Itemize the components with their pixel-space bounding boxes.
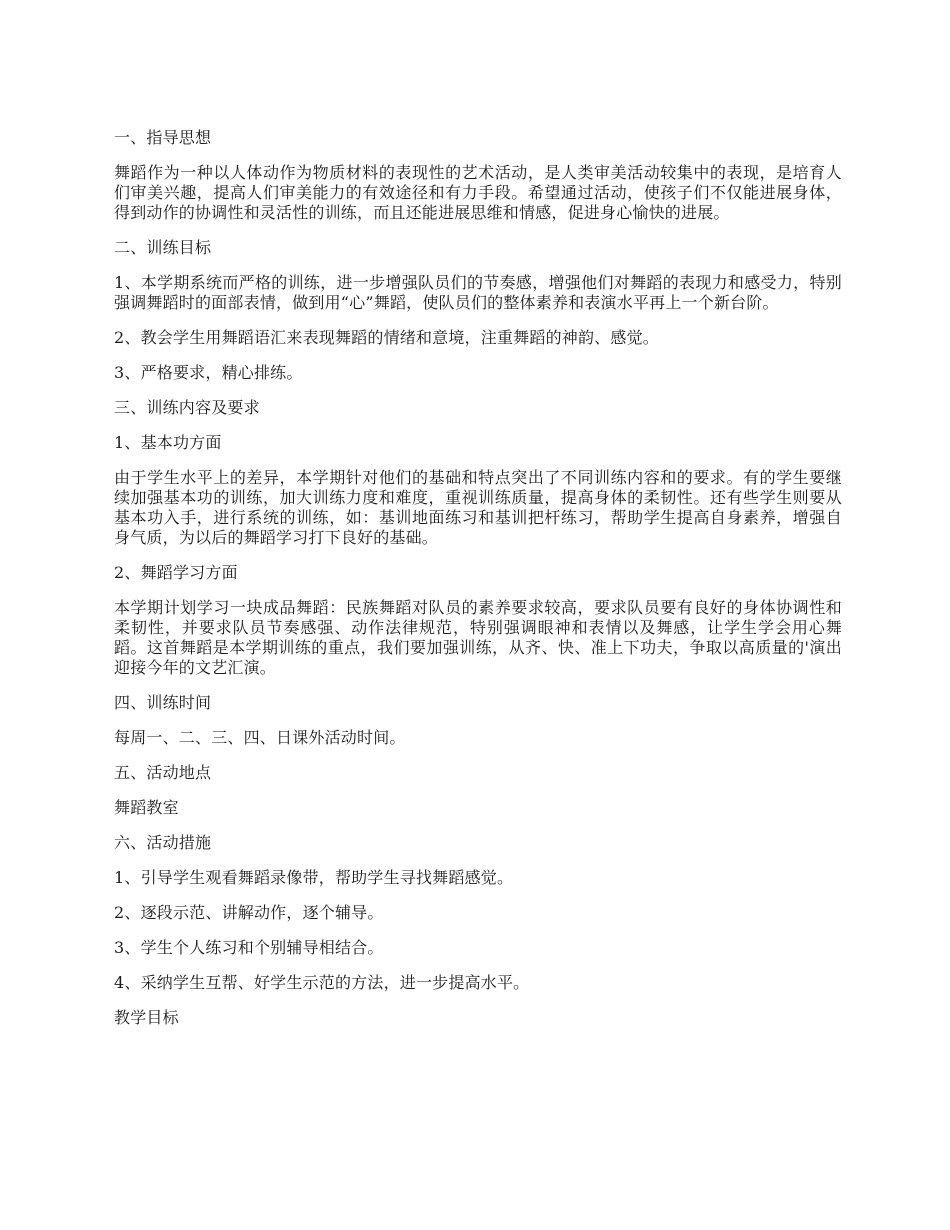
measure-item-4: 4、采纳学生互帮、好学生示范的方法，进一步提高水平。 (114, 973, 530, 992)
document-page (114, 128, 842, 1043)
paragraph-basic-skills: 由于学生水平上的差异，本学期针对他们的基础和特点突出了不同训练内容和的要求。有的学生要继续加强基本功的训练，加大训练力度和难度，重视训练质量，提高身体的柔韧性。还有些学生则要从基本功入手，进行系统的训练，如：基训地面练习和基训把杆练习，帮助学生提高自身素养，增强自身气质，为以后的舞蹈学习打下良好的基础。 (114, 468, 842, 547)
heading-training-goals: 二、训练目标 (114, 238, 212, 257)
paragraph-dance-learning: 本学期计划学习一块成品舞蹈：民族舞蹈对队员的素养要求较高，要求队员要有良好的身体协调性和柔韧性，并要求队员节奏感强、动作法律规范，特别强调眼神和表情以及舞感，让学生学会用心舞蹈。这首舞蹈是本学期训练的重点，我们要加强训练，从齐、快、准上下功夫，争取以高质量的'演出迎接今年的文艺汇演。 (114, 598, 842, 677)
heading-activity-measures: 六、活动措施 (114, 833, 212, 852)
measure-item-3: 3、学生个人练习和个别辅导相结合。 (114, 938, 384, 957)
heading-training-time: 四、训练时间 (114, 693, 212, 712)
paragraph-guiding-thought: 舞蹈作为一种以人体动作为物质材料的表现性的艺术活动，是人类审美活动较集中的表现，是培育人们审美兴趣，提高人们审美能力的有效途径和有力手段。希望通过活动，使孩子们不仅能进展身体，得到动作的协调性和灵活性的训练，而且还能进展思维和情感，促进身心愉快的进展。 (114, 163, 842, 222)
goal-item-2: 2、教会学生用舞蹈语汇来表现舞蹈的情绪和意境，注重舞蹈的神韵、感觉。 (114, 328, 659, 347)
paragraph-activity-location: 舞蹈教室 (114, 798, 179, 817)
measure-item-2: 2、逐段示范、讲解动作，逐个辅导。 (114, 903, 384, 922)
subheading-dance-learning: 2、舞蹈学习方面 (114, 563, 238, 582)
subheading-basic-skills: 1、基本功方面 (114, 433, 222, 452)
measure-item-1: 1、引导学生观看舞蹈录像带，帮助学生寻找舞蹈感觉。 (114, 868, 514, 887)
heading-guiding-thought: 一、指导思想 (114, 128, 212, 147)
heading-training-content: 三、训练内容及要求 (114, 398, 260, 417)
heading-teaching-objectives: 教学目标 (114, 1008, 179, 1027)
goal-item-1: 1、本学期系统而严格的训练，进一步增强队员们的节奏感，增强他们对舞蹈的表现力和感受力，特别强调舞蹈时的面部表情，做到用“心”舞蹈，使队员们的整体素养和表演水平再上一个新台阶。 (114, 273, 842, 312)
heading-activity-location: 五、活动地点 (114, 763, 212, 782)
goal-item-3: 3、严格要求，精心排练。 (114, 363, 303, 382)
paragraph-training-time: 每周一、二、三、四、日课外活动时间。 (114, 728, 406, 747)
